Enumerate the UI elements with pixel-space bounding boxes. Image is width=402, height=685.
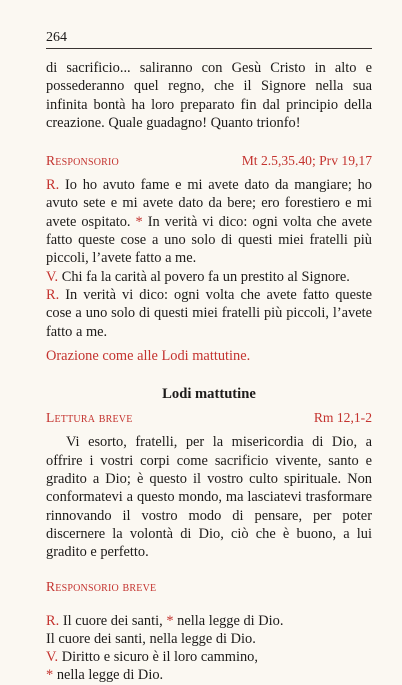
lodi-title: Lodi mattutine [162,386,256,403]
responsorio-breve-heading [46,578,372,596]
responsorio-v1-text: Chi fa la carità al povero fa un prestito al Signore. [61,268,350,285]
responsorio-breve-r-line-a: Il cuore dei santi, [62,612,163,629]
response-symbol: R. [46,286,60,303]
page-body [46,59,372,685]
responsorio-reference: Mt 2.5,35.40; Prv 19,17 [241,153,372,169]
responsorio-breve-r [46,612,372,630]
responsorio-breve-star-line: nella legge di Dio. [56,667,164,684]
lettura-breve-heading [46,409,372,427]
page-number: 264 [46,30,67,45]
lettura-breve-label: Lettura breve [46,410,133,426]
asterisk-mark: * [166,612,174,629]
lettura-breve-text: Vi esorto, fratelli, per la misericordia di Dio, a offrire i vostri corpi come sacrificio vivente, santo e gradito a Dio; è questo il vostro culto spirituale. Non conformatevi a questo mondo, ma lasciatevi trasformare rinnovando il vostro modo di pensare, per poter discernere la volontà di Dio, ciò che è buono, a lui gradito e perfetto. [46,434,372,561]
intro-paragraph: di sacrificio... saliranno con Gesù Cristo in alto e possederanno quel regno, che il Signore nella sua infinita bontà ha loro preparato fin dal principio della creazione. Quale guadagno! Quanto trionfo! [46,60,372,131]
responsorio-breve-repeat: Il cuore dei santi, nella legge di Dio. [46,630,256,647]
responsorio-r2-text: In verità vi dico: ogni volta che avete fatto queste cose a uno solo di questi miei fratelli più piccoli, l’avete fatto a me. [46,286,372,340]
responsorio-breve-star [46,666,372,684]
page-header [46,30,372,49]
responsorio-label: Responsorio [46,153,119,169]
versicle-symbol: V. [46,268,59,285]
asterisk-mark: * [46,667,54,684]
responsorio-breve-v-line: Diritto e sicuro è il loro cammino, [61,649,258,666]
responsorio-r1-text-a: Io ho avuto fame e mi avete dato da mangiare; ho avuto sete e mi avete dato da bere; ero forestiero e mi avete ospitato. [46,177,372,230]
lettura-breve-reference: Rm 12,1-2 [313,410,372,426]
responsorio-breve-r-line-b: nella legge di Dio. [177,612,284,629]
response-symbol: R. [46,177,60,194]
versicle-symbol: V. [46,649,59,666]
responsorio-r1-text-b: In verità vi dico: ogni volta che avete fatto queste cose a uno solo di questi miei fratelli più piccoli, l’avete fatto a me. [46,213,372,267]
responsorio-breve-label: Responsorio breve [46,578,157,594]
responsorio-breve-v [46,648,372,666]
responsorio-heading [46,152,372,170]
response-symbol: R. [46,612,60,629]
orazione-note: Orazione come alle Lodi mattutine. [46,347,251,364]
asterisk-mark: * [135,213,143,230]
responsorio-r1 [46,176,372,267]
responsorio-v1 [46,268,372,286]
responsorio-r2 [46,286,372,341]
